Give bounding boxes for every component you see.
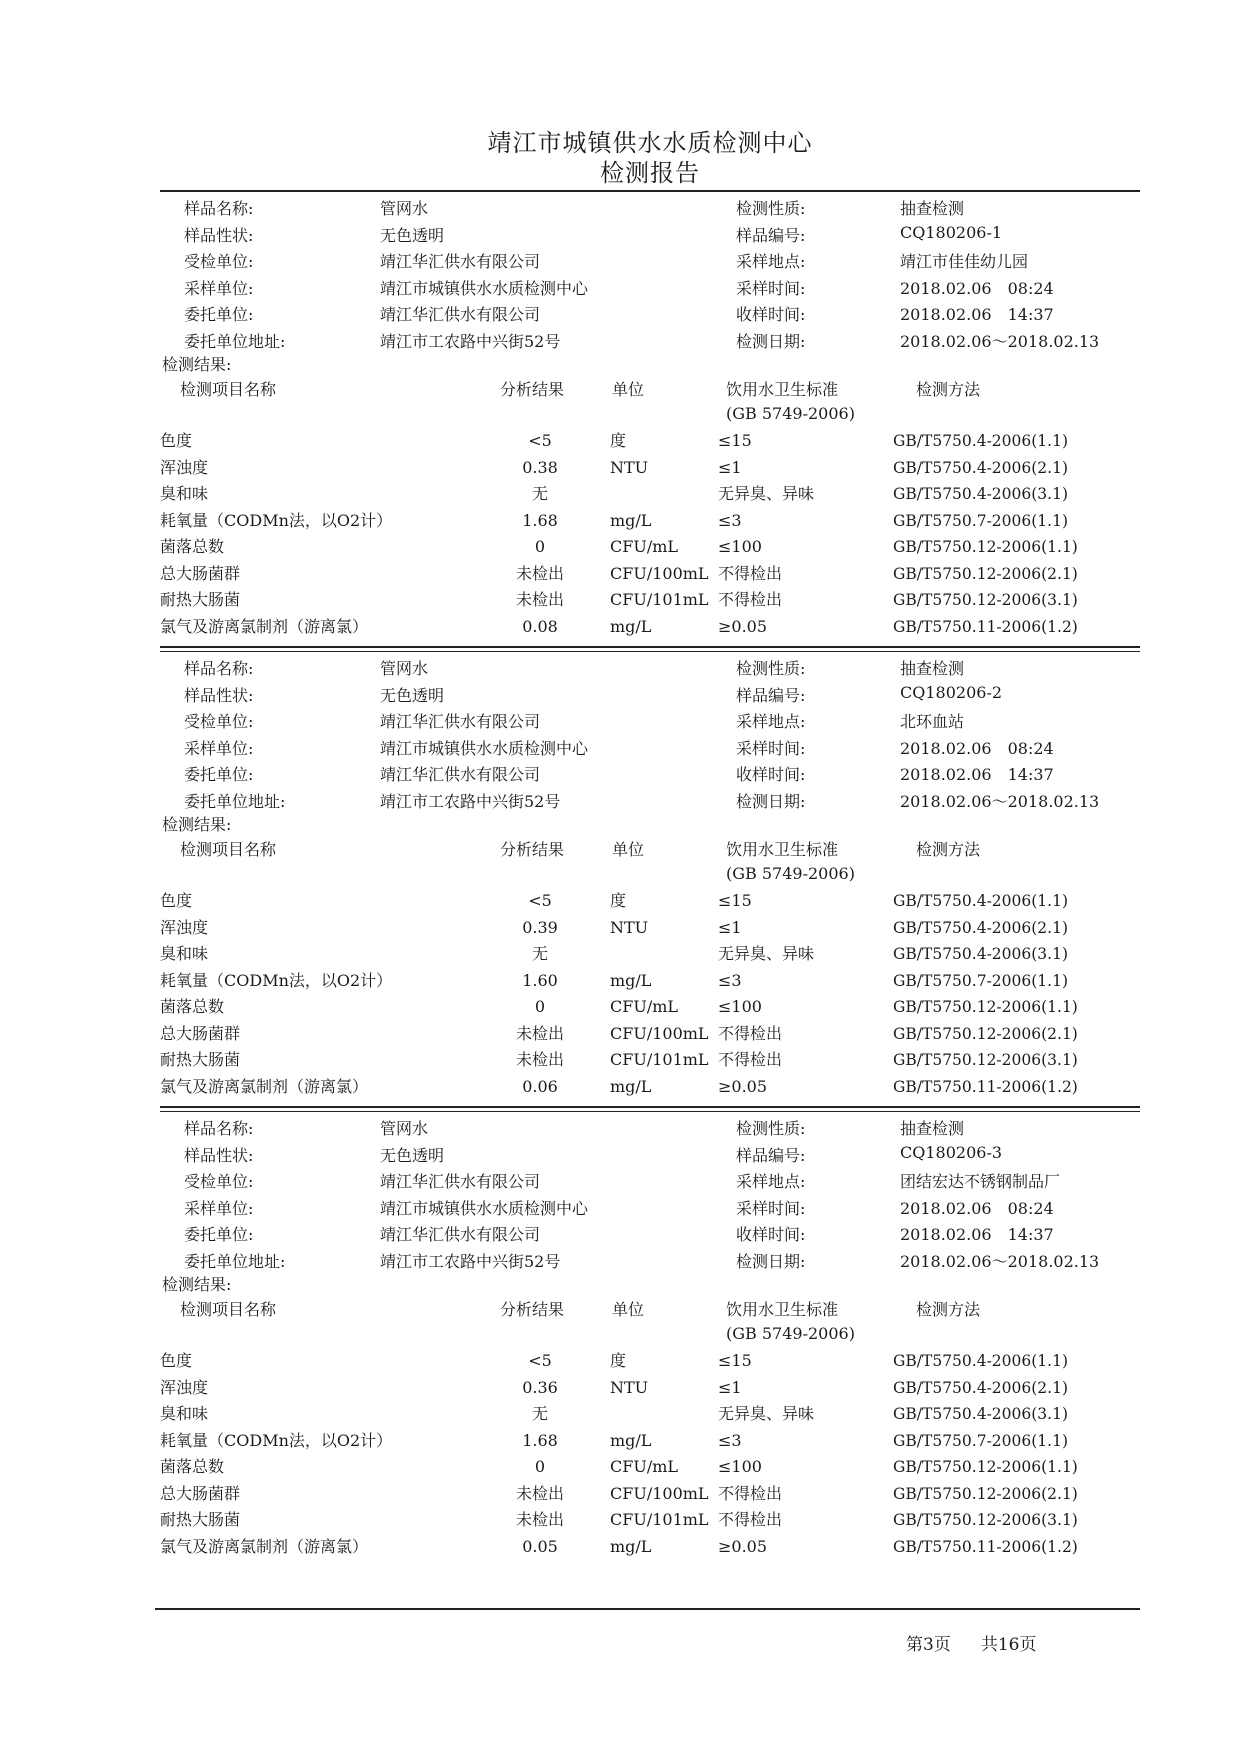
col-result-header: 分析结果 <box>500 380 565 399</box>
col-method-header: 检测方法 <box>916 840 981 859</box>
col-unit-header: 单位 <box>612 380 645 399</box>
info-value: 2018.02.06 14:37 <box>900 305 1054 324</box>
info-value: CQ180206-2 <box>900 682 1003 702</box>
cell-result: <5 <box>528 431 552 450</box>
info-value: 无色透明 <box>380 1145 445 1165</box>
info-value: 靖江市工农路中兴街52号 <box>380 1251 561 1271</box>
info-value: 靖江华汇供水有限公司 <box>380 712 541 731</box>
cell-unit: mg/L <box>610 1536 652 1556</box>
info-label: 检测日期: <box>736 1251 806 1271</box>
results-label: 检测结果: <box>162 1275 232 1294</box>
table-row <box>160 1507 1140 1534</box>
table-row <box>160 614 1140 641</box>
cell-result: 1.60 <box>522 970 558 990</box>
info-value: 靖江市工农路中兴街52号 <box>380 791 561 811</box>
table-row <box>160 968 1140 995</box>
info-row <box>160 1249 1140 1275</box>
info-row <box>160 1169 1140 1195</box>
info-value: 靖江华汇供水有限公司 <box>380 305 541 324</box>
info-label: 样品性状: <box>184 685 254 705</box>
info-row <box>160 196 1140 222</box>
cell-result: 1.68 <box>522 1430 558 1450</box>
info-row <box>160 683 1140 709</box>
cell-item: 浑浊度 <box>160 1377 209 1397</box>
cell-unit: CFU/mL <box>610 997 679 1016</box>
table-header <box>160 838 1140 888</box>
sample-section <box>160 1112 1140 1560</box>
cell-method: GB/T5750.12-2006(2.1) <box>893 1024 1078 1043</box>
cell-result: 0.38 <box>522 457 558 477</box>
cell-item: 菌落总数 <box>160 997 225 1016</box>
sample-section <box>160 192 1140 652</box>
cell-method: GB/T5750.4-2006(3.1) <box>893 945 1068 963</box>
cell-unit: mg/L <box>610 510 652 530</box>
info-label: 受检单位: <box>184 1172 254 1191</box>
info-label: 采样时间: <box>736 738 806 758</box>
page-total: 共16页 <box>980 1635 1037 1655</box>
cell-standard: ≤15 <box>718 431 752 450</box>
results-table <box>160 888 1140 1100</box>
sample-info <box>160 652 1140 812</box>
cell-standard: 不得检出 <box>718 1510 783 1529</box>
cell-method: GB/T5750.4-2006(1.1) <box>893 1352 1068 1370</box>
info-row <box>160 329 1140 355</box>
cell-method: GB/T5750.12-2006(3.1) <box>893 591 1078 609</box>
info-value: 抽查检测 <box>900 1119 965 1138</box>
info-label: 采样单位: <box>184 278 254 298</box>
info-value: 抽查检测 <box>900 199 965 218</box>
info-label: 采样单位: <box>184 738 254 758</box>
cell-standard: ≤100 <box>718 537 762 556</box>
info-value: 2018.02.06～2018.02.13 <box>900 791 1100 811</box>
info-row <box>160 302 1140 328</box>
info-row <box>160 762 1140 788</box>
cell-result: 1.68 <box>522 510 558 530</box>
cell-result: 0 <box>534 537 546 556</box>
info-value: 管网水 <box>380 1119 429 1138</box>
cell-standard: 不得检出 <box>718 1023 783 1043</box>
cell-unit: CFU/101mL <box>610 590 709 609</box>
col-standard-code: (GB 5749-2006) <box>726 404 855 423</box>
info-value: 2018.02.06 14:37 <box>900 765 1054 784</box>
table-row <box>160 428 1140 455</box>
cell-item: 耗氧量（CODMn法，以O2计） <box>160 510 393 530</box>
info-value: CQ180206-1 <box>900 222 1003 242</box>
cell-result: 0.36 <box>522 1377 558 1397</box>
cell-result: 未检出 <box>515 1510 564 1529</box>
cell-method: GB/T5750.4-2006(2.1) <box>893 458 1068 477</box>
col-standard-header: 饮用水卫生标准 <box>726 840 839 859</box>
info-label: 检测日期: <box>736 331 806 351</box>
info-label: 采样时间: <box>736 1198 806 1218</box>
cell-item: 臭和味 <box>160 1404 209 1423</box>
info-value: 管网水 <box>380 199 429 218</box>
cell-result: 0.39 <box>522 917 558 937</box>
cell-standard: ≥0.05 <box>718 616 768 636</box>
info-row <box>160 789 1140 815</box>
cell-item: 耗氧量（CODMn法，以O2计） <box>160 970 393 990</box>
sample-info <box>160 1112 1140 1272</box>
cell-method: GB/T5750.12-2006(2.1) <box>893 1484 1078 1503</box>
cell-standard: ≥0.05 <box>718 1076 768 1096</box>
col-item-header: 检测项目名称 <box>180 1300 277 1319</box>
cell-result: 未检出 <box>515 1483 564 1503</box>
cell-item: 氯气及游离氯制剂（游离氯） <box>160 1536 369 1556</box>
info-label: 样品性状: <box>184 1145 254 1165</box>
table-row <box>160 455 1140 482</box>
info-label: 样品名称: <box>184 1119 254 1138</box>
info-row <box>160 1143 1140 1169</box>
cell-unit: CFU/mL <box>610 1457 679 1476</box>
col-standard-code: (GB 5749-2006) <box>726 864 855 883</box>
cell-standard: ≤15 <box>718 891 752 910</box>
page-number <box>906 1630 1066 1655</box>
info-value: 2018.02.06 08:24 <box>900 278 1054 298</box>
table-row <box>160 508 1140 535</box>
info-label: 收样时间: <box>736 765 806 784</box>
col-result-header: 分析结果 <box>500 1300 565 1319</box>
info-label: 检测性质: <box>736 1119 806 1138</box>
table-row <box>160 1375 1140 1402</box>
info-label: 检测性质: <box>736 199 806 218</box>
info-value: 靖江市城镇供水水质检测中心 <box>380 278 589 298</box>
info-value: 靖江市城镇供水水质检测中心 <box>380 738 589 758</box>
cell-standard: ≤3 <box>718 510 742 530</box>
cell-standard: ≤1 <box>718 917 742 937</box>
cell-method: GB/T5750.4-2006(3.1) <box>893 1405 1068 1423</box>
info-label: 样品编号: <box>736 685 806 705</box>
cell-method: GB/T5750.11-2006(1.2) <box>893 617 1078 636</box>
info-value: 2018.02.06 08:24 <box>900 1198 1054 1218</box>
cell-item: 浑浊度 <box>160 457 209 477</box>
cell-unit: NTU <box>610 1377 649 1397</box>
info-row <box>160 736 1140 762</box>
cell-method: GB/T5750.7-2006(1.1) <box>893 971 1068 990</box>
info-label: 委托单位地址: <box>184 791 286 811</box>
cell-result: 未检出 <box>515 1050 564 1069</box>
cell-unit: 度 <box>610 431 627 450</box>
cell-result: 未检出 <box>515 590 564 609</box>
cell-standard: ≤1 <box>718 1377 742 1397</box>
info-label: 检测日期: <box>736 791 806 811</box>
cell-item: 耐热大肠菌 <box>160 590 241 609</box>
cell-standard: 不得检出 <box>718 1483 783 1503</box>
info-label: 收样时间: <box>736 305 806 324</box>
cell-method: GB/T5750.11-2006(1.2) <box>893 1077 1078 1096</box>
info-value: 靖江华汇供水有限公司 <box>380 1225 541 1244</box>
cell-unit: NTU <box>610 917 649 937</box>
cell-standard: 无异臭、异味 <box>718 1404 815 1423</box>
table-header <box>160 378 1140 428</box>
cell-unit: 度 <box>610 1351 627 1370</box>
col-method-header: 检测方法 <box>916 1300 981 1319</box>
results-label: 检测结果: <box>162 815 232 834</box>
info-value: 2018.02.06 08:24 <box>900 738 1054 758</box>
cell-standard: ≤100 <box>718 997 762 1016</box>
info-label: 采样地点: <box>736 1172 806 1191</box>
table-row <box>160 1454 1140 1481</box>
info-label: 样品名称: <box>184 199 254 218</box>
cell-method: GB/T5750.4-2006(1.1) <box>893 432 1068 450</box>
cell-result: 无 <box>531 944 548 963</box>
info-value: 北环血站 <box>900 712 965 731</box>
table-row <box>160 1401 1140 1428</box>
cell-method: GB/T5750.4-2006(2.1) <box>893 1378 1068 1397</box>
info-row <box>160 1116 1140 1142</box>
cell-item: 耐热大肠菌 <box>160 1510 241 1529</box>
info-row <box>160 1196 1140 1222</box>
cell-method: GB/T5750.12-2006(1.1) <box>893 1458 1078 1476</box>
info-label: 样品名称: <box>184 659 254 678</box>
cell-standard: 不得检出 <box>718 590 783 609</box>
cell-item: 色度 <box>160 891 193 910</box>
cell-method: GB/T5750.4-2006(1.1) <box>893 892 1068 910</box>
info-row <box>160 709 1140 735</box>
cell-unit: CFU/mL <box>610 537 679 556</box>
info-value: 2018.02.06 14:37 <box>900 1225 1054 1244</box>
cell-method: GB/T5750.7-2006(1.1) <box>893 1431 1068 1450</box>
cell-result: 未检出 <box>515 563 564 583</box>
table-row <box>160 994 1140 1021</box>
cell-result: 0 <box>534 997 546 1016</box>
info-value: CQ180206-3 <box>900 1142 1003 1162</box>
cell-item: 总大肠菌群 <box>160 563 241 583</box>
info-label: 检测性质: <box>736 659 806 678</box>
info-row <box>160 1222 1140 1248</box>
cell-method: GB/T5750.12-2006(3.1) <box>893 1511 1078 1529</box>
col-unit-header: 单位 <box>612 840 645 859</box>
cell-item: 臭和味 <box>160 484 209 503</box>
cell-method: GB/T5750.12-2006(1.1) <box>893 538 1078 556</box>
cell-item: 总大肠菌群 <box>160 1023 241 1043</box>
cell-unit: CFU/101mL <box>610 1050 709 1069</box>
cell-standard: ≤3 <box>718 970 742 990</box>
cell-standard: ≤15 <box>718 1351 752 1370</box>
cell-standard: 不得检出 <box>718 1050 783 1069</box>
info-value: 团结宏达不锈钢制品厂 <box>900 1172 1061 1191</box>
table-header <box>160 1298 1140 1348</box>
results-table <box>160 1348 1140 1560</box>
col-result-header: 分析结果 <box>500 840 565 859</box>
report-page <box>160 128 1140 1560</box>
footer-rule <box>155 1608 1140 1610</box>
org-title: 靖江市城镇供水水质检测中心 <box>487 129 813 157</box>
results-label: 检测结果: <box>162 355 232 374</box>
cell-result: 0 <box>534 1457 546 1476</box>
info-value: 无色透明 <box>380 225 445 245</box>
cell-unit: CFU/100mL <box>610 563 709 583</box>
info-label: 样品编号: <box>736 1145 806 1165</box>
info-label: 委托单位: <box>184 1225 254 1244</box>
info-value: 靖江华汇供水有限公司 <box>380 1172 541 1191</box>
info-value: 靖江华汇供水有限公司 <box>380 252 541 271</box>
cell-method: GB/T5750.4-2006(3.1) <box>893 485 1068 503</box>
cell-method: GB/T5750.12-2006(1.1) <box>893 998 1078 1016</box>
info-value: 靖江市城镇供水水质检测中心 <box>380 1198 589 1218</box>
cell-item: 色度 <box>160 1351 193 1370</box>
cell-unit: mg/L <box>610 1076 652 1096</box>
info-label: 采样单位: <box>184 1198 254 1218</box>
page-current: 第3页 <box>906 1635 951 1655</box>
cell-result: 0.05 <box>522 1536 558 1556</box>
results-table <box>160 428 1140 640</box>
table-row <box>160 534 1140 561</box>
info-value: 靖江华汇供水有限公司 <box>380 765 541 784</box>
cell-method: GB/T5750.11-2006(1.2) <box>893 1537 1078 1556</box>
cell-result: 0.06 <box>522 1076 558 1096</box>
cell-unit: mg/L <box>610 1430 652 1450</box>
info-label: 委托单位: <box>184 765 254 784</box>
table-row <box>160 1074 1140 1101</box>
col-standard-header: 饮用水卫生标准 <box>726 380 839 399</box>
cell-unit: mg/L <box>610 616 652 636</box>
table-row <box>160 1481 1140 1508</box>
table-row <box>160 1428 1140 1455</box>
table-row <box>160 1534 1140 1561</box>
table-row <box>160 481 1140 508</box>
cell-item: 色度 <box>160 431 193 450</box>
col-item-header: 检测项目名称 <box>180 380 277 399</box>
table-row <box>160 587 1140 614</box>
cell-standard: ≥0.05 <box>718 1536 768 1556</box>
cell-item: 浑浊度 <box>160 917 209 937</box>
cell-result: <5 <box>528 891 552 910</box>
cell-unit: CFU/101mL <box>610 1510 709 1529</box>
info-label: 委托单位: <box>184 305 254 324</box>
cell-method: GB/T5750.4-2006(2.1) <box>893 918 1068 937</box>
cell-item: 臭和味 <box>160 944 209 963</box>
cell-item: 耐热大肠菌 <box>160 1050 241 1069</box>
info-value: 抽查检测 <box>900 659 965 678</box>
cell-standard: ≤3 <box>718 1430 742 1450</box>
cell-standard: 无异臭、异味 <box>718 944 815 963</box>
info-label: 受检单位: <box>184 712 254 731</box>
cell-method: GB/T5750.7-2006(1.1) <box>893 511 1068 530</box>
info-value: 管网水 <box>380 659 429 678</box>
table-row <box>160 1348 1140 1375</box>
table-row <box>160 888 1140 915</box>
info-label: 采样地点: <box>736 252 806 271</box>
table-row <box>160 1021 1140 1048</box>
report-title: 检测报告 <box>600 159 700 187</box>
table-row <box>160 561 1140 588</box>
cell-item: 氯气及游离氯制剂（游离氯） <box>160 616 369 636</box>
info-value: 靖江市工农路中兴街52号 <box>380 331 561 351</box>
info-label: 收样时间: <box>736 1225 806 1244</box>
col-method-header: 检测方法 <box>916 380 981 399</box>
cell-item: 菌落总数 <box>160 1457 225 1476</box>
info-label: 样品编号: <box>736 225 806 245</box>
cell-standard: ≤100 <box>718 1457 762 1476</box>
table-row <box>160 1047 1140 1074</box>
cell-unit: CFU/100mL <box>610 1483 709 1503</box>
info-row <box>160 656 1140 682</box>
cell-item: 菌落总数 <box>160 537 225 556</box>
cell-method: GB/T5750.12-2006(3.1) <box>893 1051 1078 1069</box>
cell-item: 总大肠菌群 <box>160 1483 241 1503</box>
info-label: 采样时间: <box>736 278 806 298</box>
info-value: 无色透明 <box>380 685 445 705</box>
cell-standard: 无异臭、异味 <box>718 484 815 503</box>
table-row <box>160 941 1140 968</box>
info-label: 采样地点: <box>736 712 806 731</box>
cell-unit: mg/L <box>610 970 652 990</box>
col-standard-header: 饮用水卫生标准 <box>726 1300 839 1319</box>
cell-result: <5 <box>528 1351 552 1370</box>
col-unit-header: 单位 <box>612 1300 645 1319</box>
sample-info <box>160 192 1140 352</box>
info-label: 受检单位: <box>184 252 254 271</box>
info-label: 委托单位地址: <box>184 1251 286 1271</box>
cell-result: 无 <box>531 484 548 503</box>
col-standard-code: (GB 5749-2006) <box>726 1324 855 1343</box>
info-label: 样品性状: <box>184 225 254 245</box>
info-row <box>160 276 1140 302</box>
info-row <box>160 223 1140 249</box>
cell-result: 无 <box>531 1404 548 1423</box>
info-value: 2018.02.06～2018.02.13 <box>900 331 1100 351</box>
cell-method: GB/T5750.12-2006(2.1) <box>893 564 1078 583</box>
cell-standard: ≤1 <box>718 457 742 477</box>
info-value: 2018.02.06～2018.02.13 <box>900 1251 1100 1271</box>
info-row <box>160 249 1140 275</box>
cell-unit: CFU/100mL <box>610 1023 709 1043</box>
table-row <box>160 915 1140 942</box>
cell-unit: NTU <box>610 457 649 477</box>
info-value: 靖江市佳佳幼儿园 <box>900 252 1029 271</box>
sample-section <box>160 652 1140 1112</box>
cell-result: 0.08 <box>522 616 558 636</box>
cell-result: 未检出 <box>515 1023 564 1043</box>
cell-item: 氯气及游离氯制剂（游离氯） <box>160 1076 369 1096</box>
cell-item: 耗氧量（CODMn法，以O2计） <box>160 1430 393 1450</box>
info-label: 委托单位地址: <box>184 331 286 351</box>
cell-unit: 度 <box>610 891 627 910</box>
cell-standard: 不得检出 <box>718 563 783 583</box>
col-item-header: 检测项目名称 <box>180 840 277 859</box>
